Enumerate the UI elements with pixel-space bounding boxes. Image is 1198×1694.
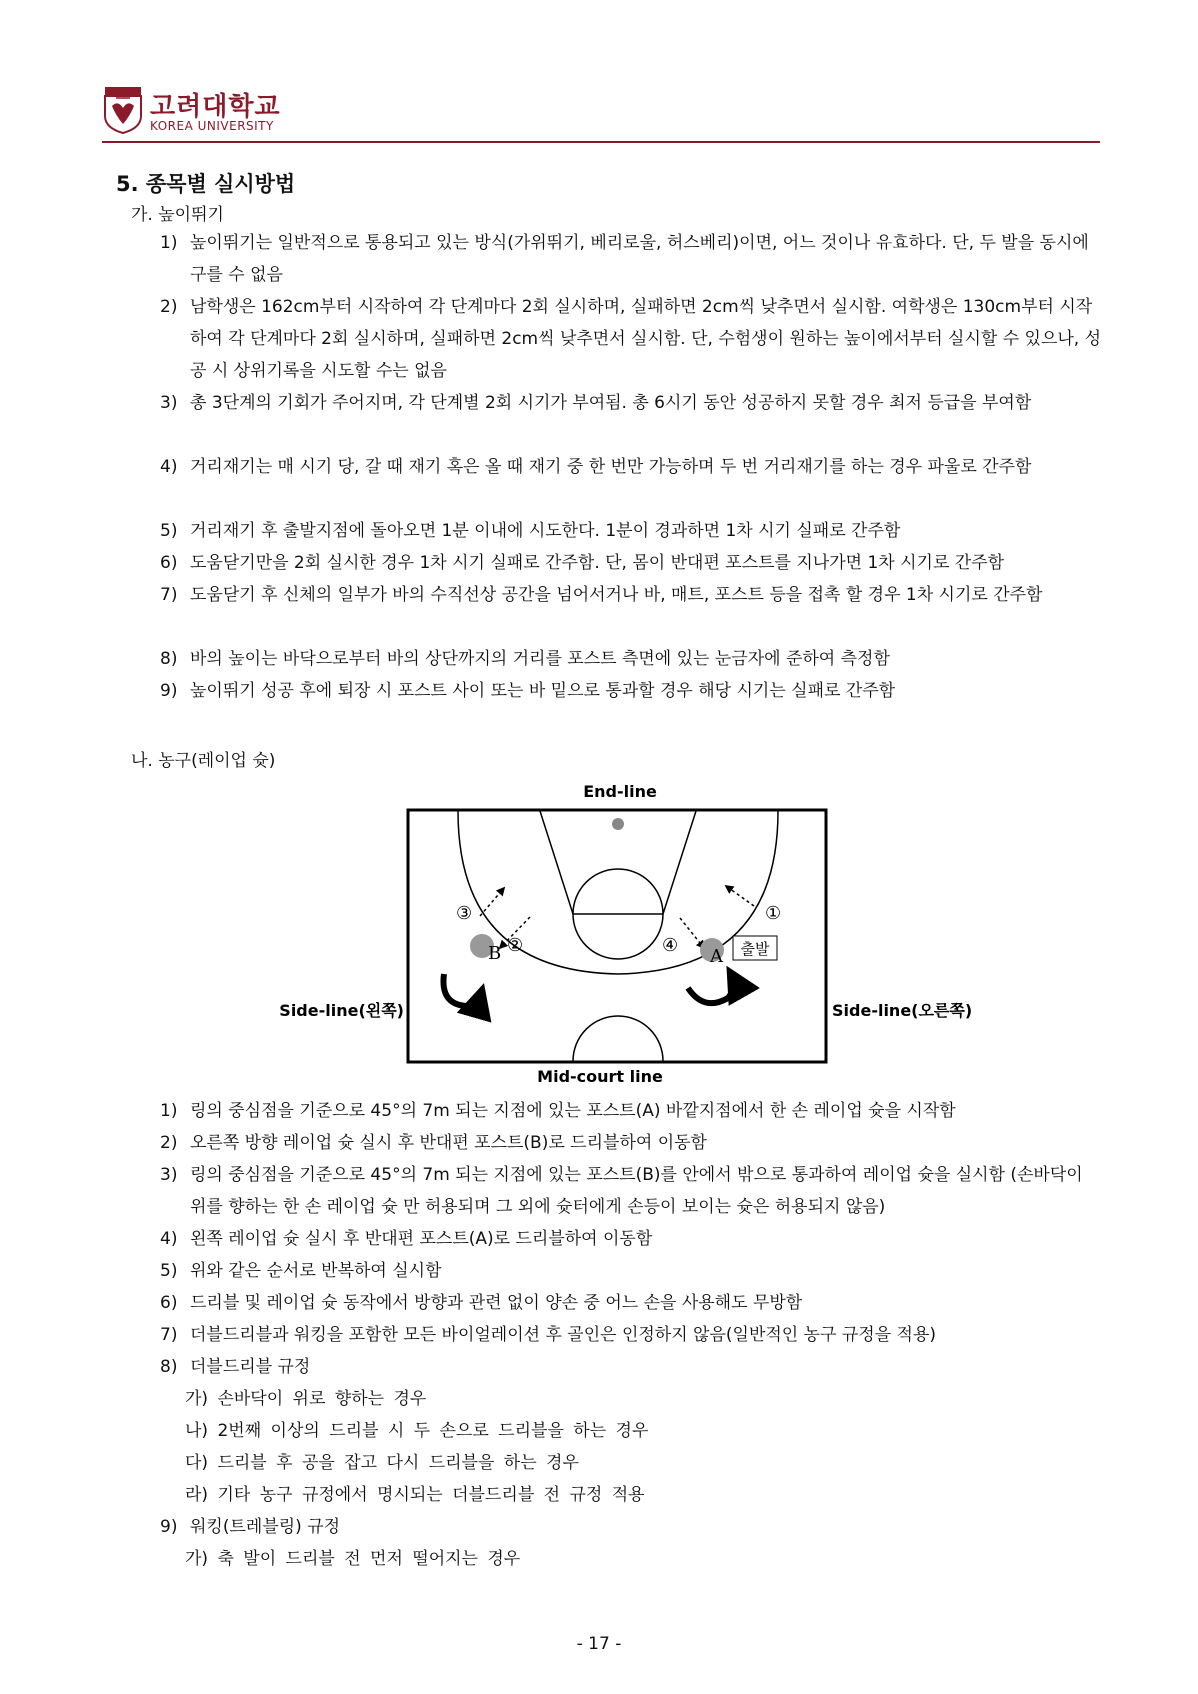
basketball-title: 나. 농구(레이업 슛) xyxy=(131,751,276,771)
crest-icon xyxy=(104,86,142,134)
list-item xyxy=(160,1127,1102,1159)
side-line-left-label: Side-line(왼쪽) xyxy=(279,1001,404,1020)
rim-point xyxy=(612,818,624,830)
item-text: 높이뛰기는 일반적으로 통용되고 있는 방식(가위뛰기, 베리로울, 허스베리)이면, 어느 것이나 유효하다. 단, 두 발을 동시에 구를 수 없음 xyxy=(190,233,1089,285)
list-item xyxy=(160,227,1102,291)
route-arrow-1 xyxy=(726,886,754,906)
item-number: 1) xyxy=(160,1101,178,1121)
marker-3: ③ xyxy=(456,903,473,924)
item-number: 1) xyxy=(160,233,178,253)
lane-line-right xyxy=(663,811,696,914)
item-text: 더블드리블과 워킹을 포함한 모든 바이얼레이션 후 골인은 인정하지 않음(일반적인 농구 규정을 적용) xyxy=(190,1325,937,1345)
item-number: 9) xyxy=(160,1517,178,1537)
item-number: 7) xyxy=(160,1325,178,1345)
item-number: 8) xyxy=(160,649,178,669)
item-number: 6) xyxy=(160,1293,178,1313)
curved-arrow-left-icon xyxy=(443,974,482,1006)
court-diagram xyxy=(260,776,980,1106)
item-text: 거리재기는 매 시기 당, 갈 때 재기 혹은 올 때 재기 중 한 번만 가능하며 두 번 거리재기를 하는 경우 파울로 간주함 xyxy=(190,457,1032,477)
item-text: 오른쪽 방향 레이업 슛 실시 후 반대편 포스트(B)로 드리블하여 이동함 xyxy=(190,1133,707,1153)
item-number: 2) xyxy=(160,1133,178,1153)
marker-4: ④ xyxy=(662,935,679,956)
center-circle xyxy=(573,1016,663,1061)
item-text: 도움닫기만을 2회 실시한 경우 1차 시기 실패로 간주함. 단, 몸이 반대편 포스트를 지나가면 1차 시기로 간주함 xyxy=(190,553,1005,573)
item-number: 4) xyxy=(160,1229,178,1249)
side-line-right-label: Side-line(오른쪽) xyxy=(832,1001,973,1020)
sub-list-item: 나) 2번째 이상의 드리블 시 두 손으로 드리블을 하는 경우 xyxy=(185,1421,649,1441)
route-arrow-3 xyxy=(480,888,504,916)
end-line-label: End-line xyxy=(583,782,657,801)
curved-arrow-right-icon xyxy=(688,972,734,1003)
list-item xyxy=(160,1511,1102,1543)
sub-list-item: 라) 기타 농구 규정에서 명시되는 더블드리블 전 규정 적용 xyxy=(185,1485,645,1505)
item-number: 8) xyxy=(160,1357,178,1377)
item-text: 위와 같은 순서로 반복하여 실시함 xyxy=(190,1261,442,1281)
list-item xyxy=(160,643,1102,675)
item-number: 3) xyxy=(160,393,178,413)
sub-list-item: 가) 축 발이 드리블 전 먼저 떨어지는 경우 xyxy=(185,1549,521,1569)
list-item xyxy=(160,451,1102,483)
list-item xyxy=(160,1223,1102,1255)
marker-1: ① xyxy=(765,903,782,924)
list-item xyxy=(160,1351,1102,1383)
header-rule xyxy=(102,141,1100,143)
marker-2: ② xyxy=(507,935,524,956)
item-text: 높이뛰기 성공 후에 퇴장 시 포스트 사이 또는 바 밑으로 통과할 경우 해당 시기는 실패로 간주함 xyxy=(190,681,896,701)
logo-name: 고려대학교 xyxy=(150,92,281,122)
list-item xyxy=(160,387,1102,419)
start-label: 출발 xyxy=(740,940,770,958)
list-item xyxy=(160,515,1102,547)
post-a-label: A xyxy=(710,946,723,967)
route-arrow-4 xyxy=(680,918,704,948)
sub-list-item: 다) 드리블 후 공을 잡고 다시 드리블을 하는 경우 xyxy=(185,1453,579,1473)
item-text: 도움닫기 후 신체의 일부가 바의 수직선상 공간을 넘어서거나 바, 매트, 포스트 등을 접촉 할 경우 1차 시기로 간주함 xyxy=(190,585,1043,605)
logo-subtitle: KOREA UNIVERSITY xyxy=(150,119,274,133)
item-text: 더블드리블 규정 xyxy=(190,1357,311,1377)
university-logo xyxy=(104,86,304,138)
lane-line-left xyxy=(540,811,573,914)
item-number: 5) xyxy=(160,1261,178,1281)
item-text: 링의 중심점을 기준으로 45°의 7m 되는 지점에 있는 포스트(B)를 안에서 밖으로 통과하여 레이업 슛을 실시함 (손바닥이 위를 향하는 한 손 레이업 슛 만 허용되며 그 외에 슛터에게 손등이 보이는 슛은 허용되지 않음) xyxy=(190,1165,1083,1217)
item-text: 링의 중심점을 기준으로 45°의 7m 되는 지점에 있는 포스트(A) 바깥지점에서 한 손 레이업 슛을 시작함 xyxy=(190,1101,956,1121)
item-number: 9) xyxy=(160,681,178,701)
item-text: 드리블 및 레이업 슛 동작에서 방향과 관련 없이 양손 중 어느 손을 사용해도 무방함 xyxy=(190,1293,803,1313)
item-text: 바의 높이는 바닥으로부터 바의 상단까지의 거리를 포스트 측면에 있는 눈금자에 준하여 측정함 xyxy=(190,649,890,669)
list-item xyxy=(160,1319,1102,1351)
page-number: - 17 - xyxy=(576,1634,622,1654)
list-item xyxy=(160,675,1102,707)
item-text: 남학생은 162cm부터 시작하여 각 단계마다 2회 실시하며, 실패하면 2cm씩 낮추면서 실시함. 여학생은 130cm부터 시작하여 각 단계마다 2회 실시하며, 실패하면 2cm씩 낮추면서 실시함. 단, 수험생이 원하는 높이에서부터 실시할 수 있으나, 성공 시 상위기록을 시도할 수는 없음 xyxy=(190,297,1102,381)
high-jump-title: 가. 높이뛰기 xyxy=(131,205,224,225)
item-text: 워킹(트레블링) 규정 xyxy=(190,1517,341,1537)
item-number: 6) xyxy=(160,553,178,573)
list-item xyxy=(160,1287,1102,1319)
item-number: 7) xyxy=(160,585,178,605)
three-point-arc xyxy=(458,811,778,974)
list-item xyxy=(160,547,1102,579)
list-item xyxy=(160,1095,1102,1127)
item-number: 5) xyxy=(160,521,178,541)
item-number: 2) xyxy=(160,297,178,317)
section-title: 5. 종목별 실시방법 xyxy=(116,172,296,196)
mid-court-label: Mid-court line xyxy=(537,1067,663,1086)
list-item xyxy=(160,1159,1102,1223)
post-b-label: B xyxy=(488,943,502,964)
item-text: 왼쪽 레이업 슛 실시 후 반대편 포스트(A)로 드리블하여 이동함 xyxy=(190,1229,653,1249)
item-text: 거리재기 후 출발지점에 돌아오면 1분 이내에 시도한다. 1분이 경과하면 1차 시기 실패로 간주함 xyxy=(190,521,901,541)
item-number: 4) xyxy=(160,457,178,477)
list-item xyxy=(160,1255,1102,1287)
item-number: 3) xyxy=(160,1165,178,1185)
sub-list-item: 가) 손바닥이 위로 향하는 경우 xyxy=(185,1389,427,1409)
item-text: 총 3단계의 기회가 주어지며, 각 단계별 2회 시기가 부여됨. 총 6시기 동안 성공하지 못할 경우 최저 등급을 부여함 xyxy=(190,393,1032,413)
list-item xyxy=(160,291,1102,387)
list-item xyxy=(160,579,1102,611)
